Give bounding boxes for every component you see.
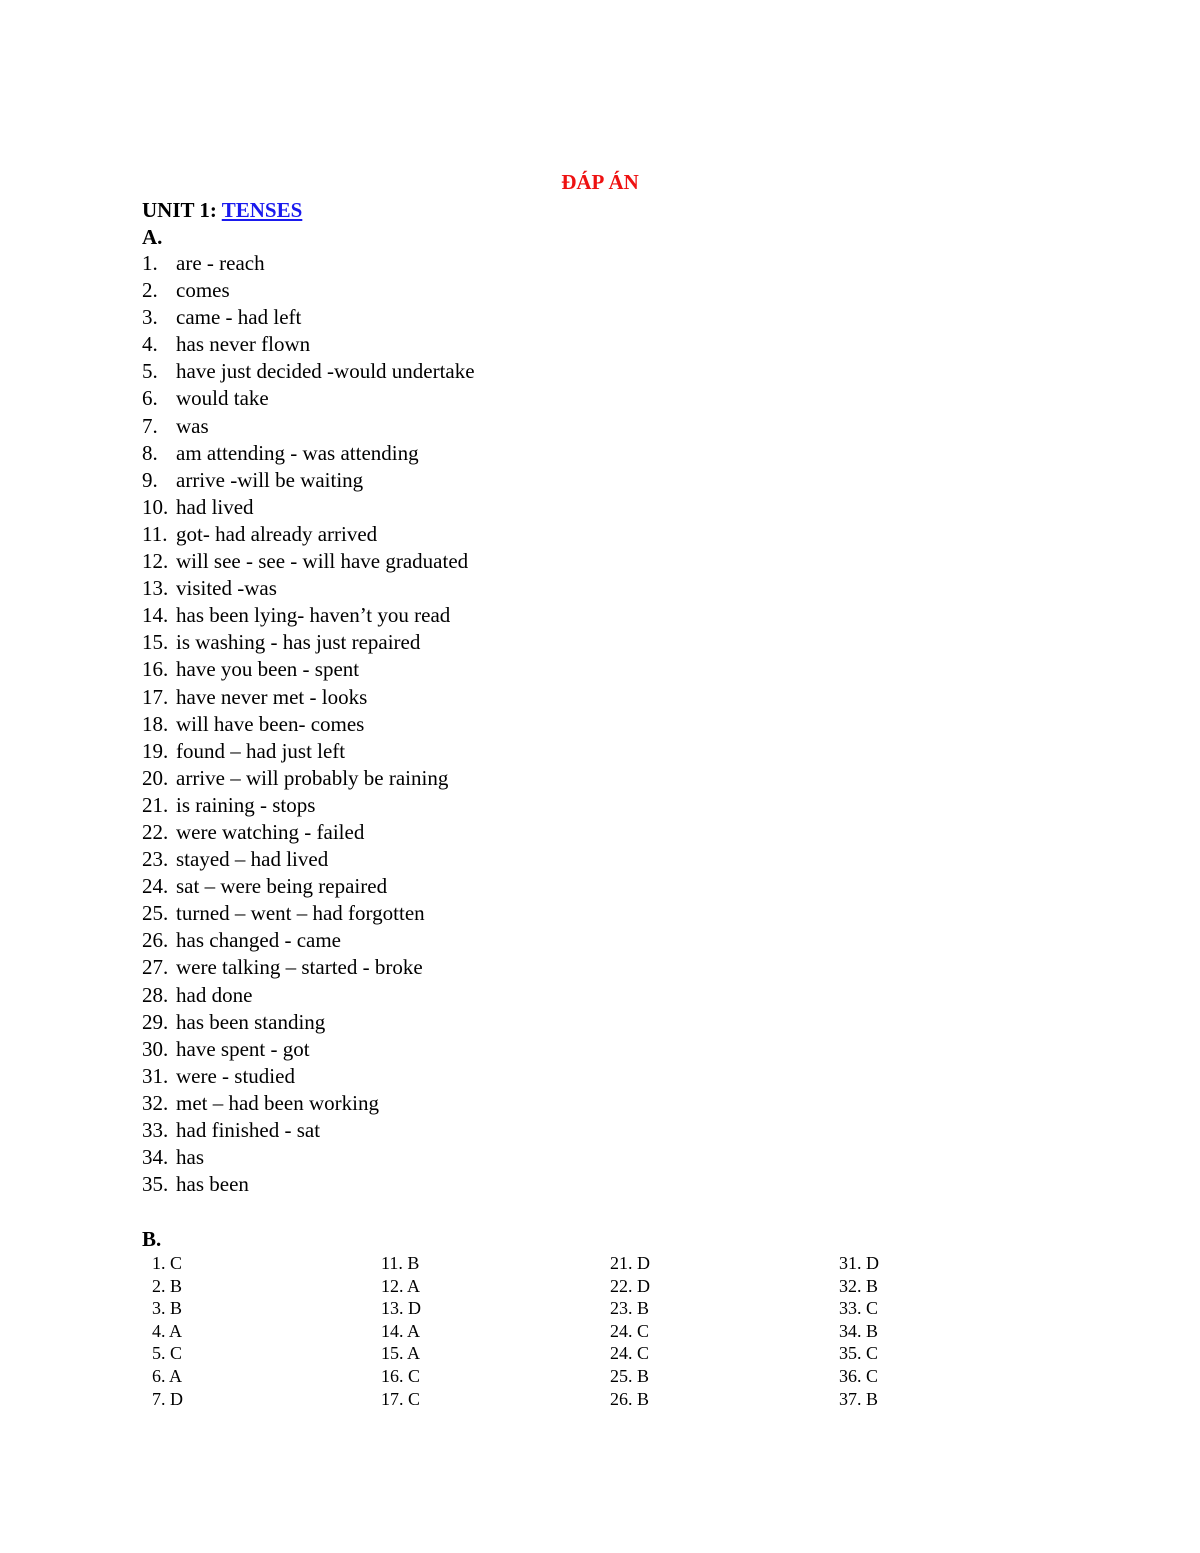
- answer-cell: 26. B: [610, 1388, 650, 1409]
- list-item: [142, 575, 475, 602]
- list-item: [142, 792, 475, 819]
- answer-cell: 3. B: [152, 1298, 183, 1319]
- answer-cell: 13. D: [381, 1298, 421, 1319]
- section-a-answer-list: [142, 250, 475, 1198]
- list-item: [142, 846, 475, 873]
- item-answer: has changed - came: [176, 928, 341, 953]
- item-answer: has been: [176, 1172, 249, 1197]
- item-number: 20.: [142, 765, 169, 790]
- item-number: 32.: [142, 1090, 169, 1115]
- item-answer: got- had already arrived: [176, 521, 378, 546]
- answer-cell: 33. C: [839, 1298, 879, 1319]
- answer-cell: 16. C: [381, 1365, 421, 1386]
- item-number: 2.: [142, 278, 158, 303]
- list-item: [142, 738, 475, 765]
- answer-column-4: [839, 1252, 879, 1410]
- answer-column-2: [381, 1252, 421, 1410]
- answer-cell: 23. B: [610, 1298, 650, 1319]
- item-number: 24.: [142, 874, 169, 899]
- item-number: 21.: [142, 792, 169, 817]
- item-number: 25.: [142, 901, 169, 926]
- item-answer: had lived: [176, 494, 254, 519]
- answer-cell: 17. C: [381, 1388, 421, 1409]
- list-item: [142, 494, 475, 521]
- item-answer: will have been- comes: [176, 711, 365, 736]
- item-number: 11.: [142, 521, 168, 546]
- unit-topic-link[interactable]: TENSES: [221, 198, 303, 222]
- item-number: 14.: [142, 603, 169, 628]
- list-item: [142, 548, 475, 575]
- item-answer: stayed – had lived: [176, 847, 329, 872]
- item-answer: arrive – will probably be raining: [176, 765, 449, 790]
- item-answer: comes: [176, 278, 230, 303]
- item-answer: am attending - was attending: [176, 440, 419, 465]
- answer-cell: 14. A: [381, 1320, 421, 1341]
- list-item: [142, 927, 475, 954]
- item-number: 12.: [142, 549, 169, 574]
- answer-column-1: [152, 1252, 183, 1410]
- item-number: 35.: [142, 1172, 169, 1197]
- item-number: 7.: [142, 413, 158, 438]
- list-item: [142, 982, 475, 1009]
- item-answer: visited -was: [176, 576, 277, 601]
- list-item: [142, 1063, 475, 1090]
- item-answer: arrive -will be waiting: [176, 467, 364, 492]
- item-answer: will see - see - will have graduated: [176, 549, 469, 574]
- unit-heading: [142, 196, 302, 224]
- list-item: [142, 331, 475, 358]
- answer-cell: 5. C: [152, 1343, 183, 1364]
- answer-cell: 2. B: [152, 1275, 183, 1296]
- answer-cell: 35. C: [839, 1343, 879, 1364]
- item-number: 17.: [142, 684, 169, 709]
- item-number: 4.: [142, 332, 158, 357]
- answer-cell: 22. D: [610, 1275, 650, 1296]
- item-answer: have spent - got: [176, 1036, 310, 1061]
- item-number: 33.: [142, 1118, 169, 1142]
- item-answer: are - reach: [176, 251, 265, 275]
- answer-cell: 37. B: [839, 1388, 879, 1409]
- item-number: 30.: [142, 1036, 169, 1061]
- item-number: 10.: [142, 494, 169, 519]
- item-answer: found – had just left: [176, 738, 346, 763]
- item-number: 16.: [142, 657, 169, 682]
- item-number: 6.: [142, 386, 158, 411]
- list-item: [142, 711, 475, 738]
- answer-cell: 15. A: [381, 1343, 421, 1364]
- item-answer: has: [176, 1145, 204, 1170]
- list-item: [142, 250, 475, 277]
- answer-cell: 6. A: [152, 1365, 183, 1386]
- item-answer: have never met - looks: [176, 684, 368, 709]
- list-item: [142, 467, 475, 494]
- answer-cell: 24. C: [610, 1320, 650, 1341]
- answer-cell: 31. D: [839, 1253, 879, 1273]
- item-answer: turned – went – had forgotten: [176, 901, 425, 926]
- item-answer: was: [176, 413, 209, 438]
- list-item: [142, 521, 475, 548]
- list-item: [142, 1090, 475, 1117]
- list-item: [142, 602, 475, 629]
- list-item: [142, 1009, 475, 1036]
- item-answer: have you been - spent: [176, 657, 360, 682]
- item-answer: has been standing: [176, 1009, 326, 1034]
- list-item: [142, 1144, 475, 1171]
- answer-cell: 21. D: [610, 1253, 650, 1273]
- item-answer: has been lying- haven’t you read: [176, 603, 451, 628]
- item-number: 31.: [142, 1063, 169, 1088]
- answer-cell: 32. B: [839, 1275, 879, 1296]
- list-item: [142, 277, 475, 304]
- list-item: [142, 1117, 475, 1144]
- item-answer: came - had left: [176, 305, 302, 330]
- item-answer: is washing - has just repaired: [176, 630, 421, 655]
- list-item: [142, 765, 475, 792]
- answer-cell: 25. B: [610, 1365, 650, 1386]
- item-number: 23.: [142, 847, 169, 872]
- item-number: 18.: [142, 711, 169, 736]
- item-number: 1.: [142, 251, 158, 275]
- list-item: [142, 656, 475, 683]
- item-answer: were - studied: [176, 1063, 295, 1088]
- list-item: [142, 819, 475, 846]
- item-answer: have just decided -would undertake: [176, 359, 475, 384]
- section-a-label: A.: [142, 225, 163, 249]
- item-answer: had done: [176, 982, 253, 1007]
- item-answer: met – had been working: [176, 1090, 379, 1115]
- answer-cell: 24. C: [610, 1343, 650, 1364]
- unit-prefix: UNIT 1:: [142, 198, 222, 222]
- item-number: 28.: [142, 982, 169, 1007]
- item-number: 27.: [142, 955, 169, 980]
- answer-cell: 1. C: [152, 1253, 183, 1273]
- item-number: 29.: [142, 1009, 169, 1034]
- section-b-label: B.: [142, 1227, 162, 1251]
- item-number: 13.: [142, 576, 169, 601]
- answer-cell: 11. B: [381, 1253, 420, 1273]
- item-number: 5.: [142, 359, 158, 384]
- list-item: [142, 440, 475, 467]
- item-answer: would take: [176, 386, 269, 411]
- item-number: 15.: [142, 630, 169, 655]
- answer-cell: 4. A: [152, 1320, 183, 1341]
- list-item: [142, 413, 475, 440]
- item-answer: were talking – started - broke: [176, 955, 423, 980]
- answer-cell: 7. D: [152, 1388, 183, 1409]
- item-answer: were watching - failed: [176, 819, 365, 844]
- item-answer: had finished - sat: [176, 1118, 321, 1142]
- item-number: 26.: [142, 928, 169, 953]
- answer-column-3: [610, 1252, 650, 1410]
- list-item: [142, 684, 475, 711]
- list-item: [142, 358, 475, 385]
- list-item: [142, 900, 475, 927]
- item-number: 3.: [142, 305, 158, 330]
- item-number: 9.: [142, 467, 158, 492]
- item-number: 8.: [142, 440, 158, 465]
- list-item: [142, 873, 475, 900]
- list-item: [142, 629, 475, 656]
- page-title: ĐÁP ÁN: [561, 170, 639, 194]
- item-answer: is raining - stops: [176, 792, 316, 817]
- answer-cell: 12. A: [381, 1275, 421, 1296]
- list-item: [142, 1171, 475, 1198]
- item-number: 34.: [142, 1145, 169, 1170]
- list-item: [142, 1036, 475, 1063]
- item-answer: has never flown: [176, 332, 311, 357]
- list-item: [142, 385, 475, 412]
- item-number: 19.: [142, 738, 169, 763]
- answer-cell: 34. B: [839, 1320, 879, 1341]
- item-number: 22.: [142, 819, 169, 844]
- item-answer: sat – were being repaired: [176, 874, 388, 899]
- list-item: [142, 954, 475, 981]
- list-item: [142, 304, 475, 331]
- answer-cell: 36. C: [839, 1365, 879, 1386]
